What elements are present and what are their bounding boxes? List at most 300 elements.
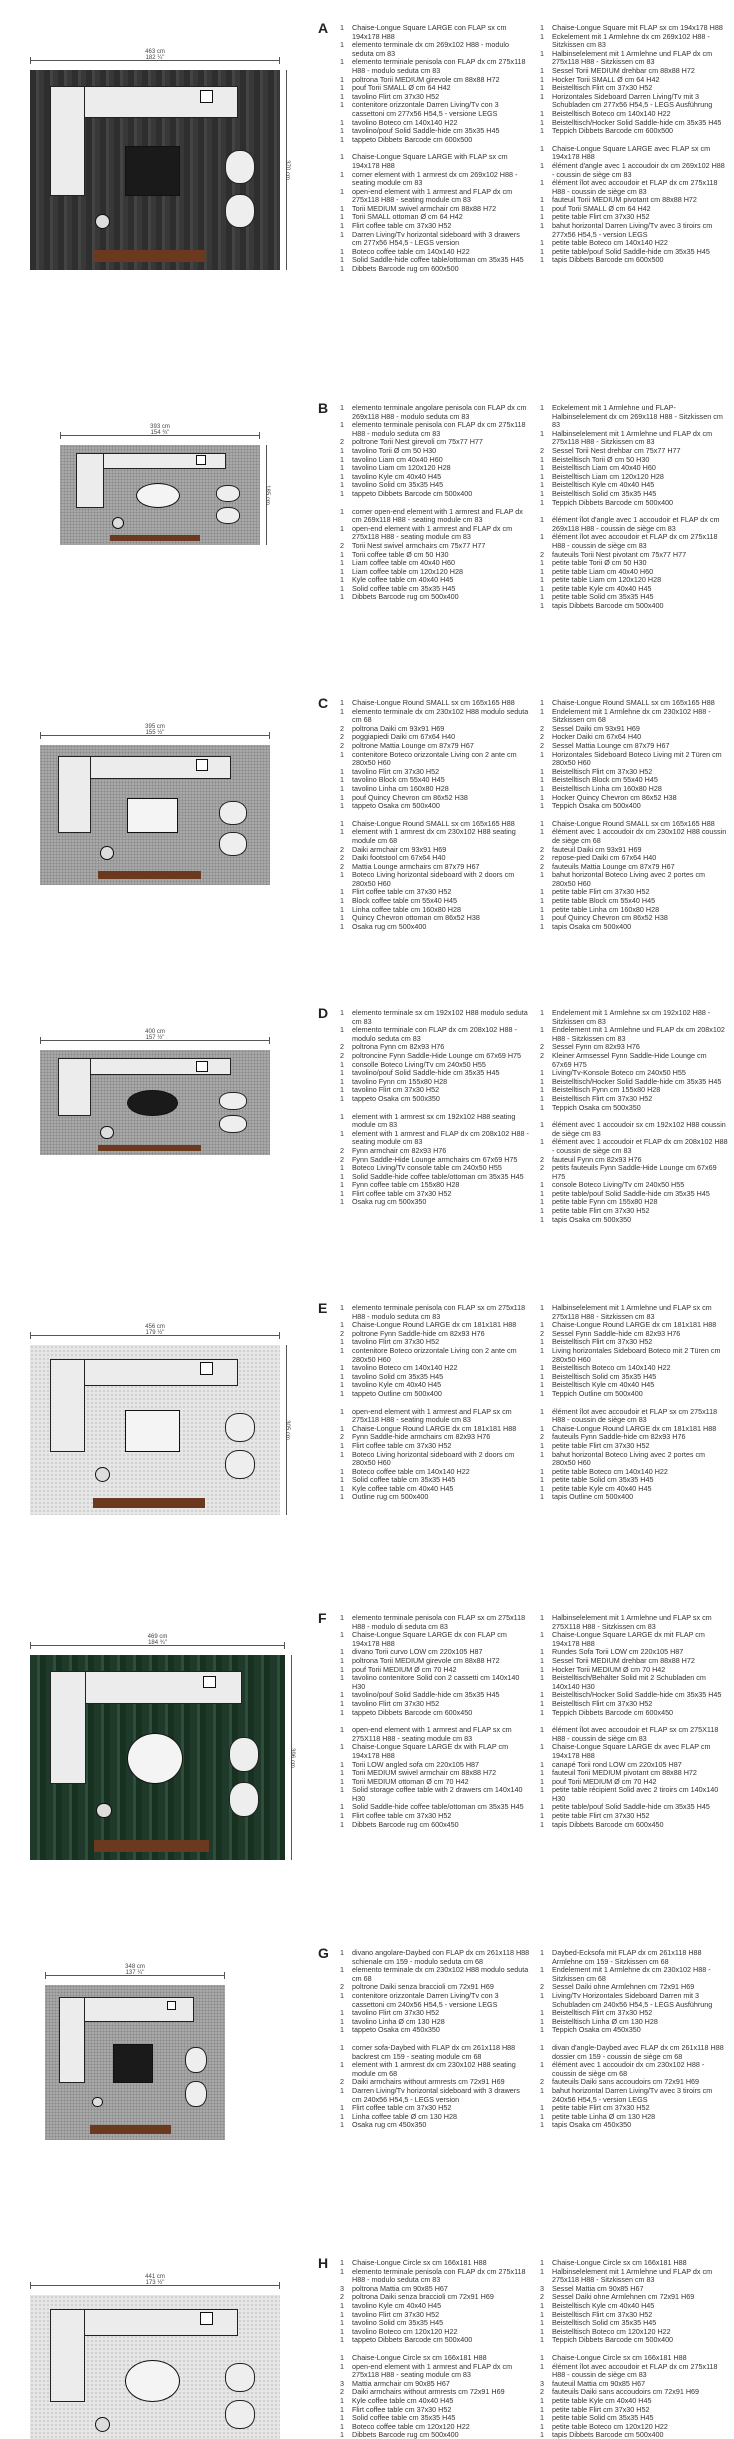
section-letter: F (318, 1610, 327, 1626)
item-description: petite table Solid cm 35x35 H45 (552, 2413, 654, 2423)
item-description: Osaka rug cm 500x350 (352, 1197, 427, 1207)
item-quantity: 1 (340, 1093, 344, 1103)
italian-english-column (340, 1614, 530, 1838)
side-table (112, 517, 124, 529)
item-description: Hocker Quincy Chevron cm 86x52 H38 (552, 792, 677, 802)
item-quantity: 1 (340, 1380, 344, 1390)
item-quantity: 1 (540, 1388, 544, 1398)
item-quantity: 1 (340, 1388, 344, 1398)
item-description: élément îlot avec accoudoir et FLAP dx cm 275x118 H88 - coussin de siège cm 83 (552, 532, 718, 550)
item-quantity: 1 (540, 2413, 544, 2423)
item-description: poltrone Daiki senza braccioli cm 72x91 H69 (352, 1982, 494, 1992)
item-quantity: 1 (340, 2042, 344, 2052)
item-quantity: 1 (540, 1475, 544, 1485)
item-quantity: 1 (540, 31, 544, 41)
item-description: console Boteco Living/Tv cm 240x50 H55 (552, 1180, 685, 1190)
item-quantity: 1 (340, 1759, 344, 1769)
item-quantity: 1 (340, 1475, 344, 1485)
item-quantity: 1 (540, 2430, 544, 2439)
item-description: bahut horizontal Darren Living/Tv avec 3 tiroirs cm 277x56 H54,5 - version LEGS (552, 221, 713, 239)
layout-section (0, 2255, 734, 2439)
item-description: Beistelltisch Torii Ø cm 50 H30 (552, 454, 650, 464)
item-description: Dibbets Barcode rug cm 500x400 (352, 2430, 459, 2439)
item-quantity: 1 (540, 2335, 544, 2345)
armchair (216, 485, 240, 502)
item-quantity: 1 (540, 1345, 544, 1355)
item-group (340, 1009, 530, 1104)
item-description: corner open-end element with 1 armrest and FLAP dx cm 269x118 H88 - seating module cm 83 (352, 506, 523, 525)
item-group (340, 699, 530, 811)
item-description: tavolino Solid cm 35x35 H45 (352, 480, 444, 490)
section-letter: C (318, 695, 329, 711)
item-description: Flirt coffee table cm 37x30 H52 (352, 2404, 452, 2414)
item-description: poltroncine Fynn Saddle-Hide Lounge cm 67x69 H75 (352, 1050, 522, 1060)
list-item (540, 1009, 728, 1026)
italian-english-column (340, 1304, 530, 1511)
item-quantity: 1 (340, 1197, 344, 1207)
item-description: petite table/pouf Solid Saddle-hide cm 35x35 H45 (552, 246, 710, 256)
item-quantity: 1 (340, 445, 344, 455)
depth-dimension (286, 70, 298, 270)
depth-dimension (266, 445, 278, 545)
item-quantity: 1 (540, 108, 544, 118)
item-description: Beistelltisch/Hocker Solid Saddle-hide cm 35x35 H45 (552, 1690, 722, 1700)
item-quantity: 1 (540, 126, 544, 136)
layout-section (0, 1945, 734, 2245)
item-quantity: 1 (540, 1180, 544, 1190)
item-quantity: 1 (340, 1630, 344, 1640)
list-item (540, 2044, 728, 2061)
item-quantity: 1 (540, 1785, 544, 1795)
item-description: tavolino Kyle cm 40x40 H45 (352, 471, 442, 481)
item-quantity: 1 (340, 2008, 344, 2018)
item-description: Chaise-Longue Round SMALL sx cm 165x165 H88 (352, 818, 515, 828)
width-inch: 155 ½" (145, 730, 165, 736)
item-quantity: 1 (340, 1990, 344, 2000)
item-description: Osaka rug cm 450x350 (352, 2120, 427, 2130)
sideboard (90, 2125, 171, 2134)
item-description: elemento terminale dx cm 230x102 H88 modulo seduta cm 68 (352, 706, 529, 725)
item-quantity: 1 (340, 1664, 344, 1674)
width-cm: 395 cm (145, 724, 165, 730)
item-quantity: 1 (340, 558, 344, 568)
item-description: élément îlot avec accoudoir et FLAP sx cm 275X118 H88 - coussin de siège cm 83 (552, 1725, 719, 1743)
item-description: divano angolare-Daybed con FLAP dx cm 261x118 H88 schienale cm 159 - modulo seduta cm 68 (352, 1948, 530, 1966)
list-item (540, 871, 728, 888)
item-quantity: 1 (540, 1085, 544, 1095)
item-description: Endelement mit 1 Armlehne sx cm 192x102 H88 - Sitzkissen cm 83 (552, 1008, 711, 1026)
item-description: Sessel Mattia Lounge cm 87x79 H67 (552, 740, 670, 750)
list-item (540, 2121, 728, 2130)
item-description: Torii MEDIUM swivel armchair cm 88x88 H72 (352, 1768, 497, 1778)
item-quantity: 2 (540, 723, 544, 733)
item-quantity: 1 (340, 1025, 344, 1035)
list-item (540, 1408, 728, 1425)
item-quantity: 1 (540, 583, 544, 593)
coffee-table (125, 2360, 180, 2403)
item-quantity: 1 (540, 471, 544, 481)
item-quantity: 1 (540, 515, 544, 525)
item-description: fauteuil Fynn cm 82x93 H76 (552, 1154, 642, 1164)
item-quantity: 2 (340, 1145, 344, 1155)
item-description: élément avec 1 accoudoir dx cm 230x102 H88 - coussin de siège cm 68 (552, 2060, 705, 2078)
item-quantity: 1 (340, 2421, 344, 2431)
width-label (45, 1964, 225, 1976)
item-description: tappeto Osaka cm 500x350 (352, 1093, 440, 1103)
item-quantity: 2 (340, 844, 344, 854)
item-quantity: 1 (540, 1990, 544, 2000)
item-description: Chaise-Longue Square LARGE dx con FLAP cm 194x178 H88 (352, 1630, 507, 1648)
item-description: Chaise-Longue Square LARGE with FLAP sx cm 194x178 H88 (352, 152, 508, 170)
item-quantity: 1 (540, 2361, 544, 2371)
item-quantity: 1 (540, 1768, 544, 1778)
item-description: Mattia Lounge armchairs cm 87x79 H67 (352, 861, 480, 871)
side-table (167, 2001, 176, 2010)
item-quantity: 1 (540, 2318, 544, 2328)
item-description: Teppich Osaka cm 500x350 (552, 1102, 641, 1112)
item-quantity: 1 (540, 2042, 544, 2052)
item-group (540, 516, 728, 611)
item-description: fauteuils Torii Nest pivotant cm 75x77 H77 (552, 549, 687, 559)
item-quantity: 1 (340, 1655, 344, 1665)
item-quantity: 1 (340, 1111, 344, 1121)
item-quantity: 1 (540, 143, 544, 153)
item-quantity: 2 (540, 1163, 544, 1173)
item-description: fauteuil Torii MEDIUM pivotant cm 88x88 H72 (552, 1768, 697, 1778)
item-description: open-end element with 1 armrest and FLAP dx cm 275x118 H88 - seating module cm 83 (352, 2361, 513, 2380)
list-item (540, 1966, 728, 1983)
item-quantity: 1 (540, 203, 544, 213)
item-description: elemento terminale dx cm 269x102 H88 - modulo seduta cm 83 (352, 40, 510, 58)
item-description: poltrone Torii Nest girevoli cm 75x77 H77 (352, 437, 483, 447)
item-quantity: 1 (540, 1214, 544, 1224)
item-quantity: 1 (340, 169, 344, 179)
list-item (540, 1390, 728, 1399)
item-description: Mattia armchair cm 90x85 H67 (352, 2378, 450, 2388)
sideboard (98, 1145, 202, 1151)
list-item (540, 1138, 728, 1155)
list-item (340, 136, 530, 145)
side-table (95, 214, 110, 229)
item-description: elemento terminale con FLAP dx cm 208x102 H88 - modulo seduta cm 83 (352, 1025, 517, 1043)
item-quantity: 1 (540, 2326, 544, 2336)
depth-dimension (291, 1655, 303, 1860)
item-description: elemento terminale penisola con FLAP dx cm 275x118 H88 - modulo seduta cm 83 (352, 2266, 526, 2285)
list-item (540, 516, 728, 533)
side-table (200, 2312, 213, 2325)
item-quantity: 1 (540, 74, 544, 84)
item-group (540, 404, 728, 507)
item-description: Beistelltisch Flirt cm 37x30 H52 (552, 2309, 653, 2319)
item-quantity: 2 (540, 861, 544, 871)
item-description: pouf Quincy Chevron cm 86x52 H38 (552, 913, 668, 923)
coffee-table (125, 1410, 180, 1453)
item-description: élément îlot avec accoudoir et FLAP dx cm 275x118 H88 - coussin de siège cm 83 (552, 178, 718, 196)
item-quantity: 2 (540, 1042, 544, 1052)
item-description: petite table Kyle cm 40x40 H45 (552, 583, 652, 593)
list-item (340, 490, 530, 499)
section-letter: D (318, 1005, 329, 1021)
item-description: Chaise-Longue Square LARGE dx mit FLAP cm 194x178 H88 (552, 1630, 705, 1648)
chaise-longue (58, 1058, 90, 1116)
item-description: elemento terminale sx cm 192x102 H88 modulo seduta cm 83 (352, 1008, 528, 1026)
list-item (340, 2044, 530, 2061)
layout-section (0, 1610, 734, 1910)
list-item (540, 923, 728, 932)
item-description: Endelement mit 1 Armlehne dx cm 230x102 H88 - Sitzkissen cm 68 (552, 1965, 711, 1983)
item-quantity: 1 (540, 896, 544, 906)
item-quantity: 1 (540, 921, 544, 931)
list-item (340, 708, 530, 725)
item-quantity: 1 (540, 2352, 544, 2362)
list-item (340, 153, 530, 170)
item-description: Teppich Osaka cm 500x400 (552, 801, 641, 811)
item-quantity: 1 (540, 212, 544, 222)
layout-section (0, 1300, 734, 1600)
armchair (225, 2400, 255, 2429)
item-quantity: 2 (340, 1982, 344, 1992)
item-quantity: 1 (340, 255, 344, 265)
item-quantity: 1 (540, 1965, 544, 1975)
item-quantity: 2 (340, 2387, 344, 2397)
item-quantity: 2 (540, 1982, 544, 1992)
german-french-column (540, 1614, 728, 1838)
item-quantity: 1 (540, 2395, 544, 2405)
section-letter: H (318, 2255, 329, 2271)
item-description: élément d'angle avec 1 accoudoir dx cm 269x102 H88 - coussin de siège cm 83 (552, 160, 725, 179)
item-description: petite table Flirt cm 37x30 H52 (552, 1206, 650, 1216)
item-quantity: 1 (540, 2300, 544, 2310)
item-quantity: 1 (340, 1337, 344, 1347)
item-quantity: 2 (540, 1432, 544, 1442)
item-quantity: 1 (540, 2085, 544, 2095)
list-item (540, 602, 728, 611)
armchair (225, 2363, 255, 2392)
list-item (340, 525, 530, 542)
item-description: elemento terminale penisola con FLAP sx cm 275x118 H88 - modulo seduta cm 83 (352, 1303, 526, 1321)
item-quantity: 1 (340, 1483, 344, 1493)
item-description: elemento terminale angolare penisola con FLAP dx cm 269x118 H88 - modulo seduta cm 83 (352, 403, 527, 421)
item-description: Torii LOW angled sofa cm 220x105 H87 (352, 1759, 480, 1769)
list-item (540, 1786, 728, 1803)
item-quantity: 1 (540, 1449, 544, 1459)
item-quantity: 1 (340, 2025, 344, 2035)
item-group (540, 1121, 728, 1224)
item-description: petite table Torii Ø cm 50 H30 (552, 558, 647, 568)
item-quantity: 1 (540, 2016, 544, 2026)
item-quantity: 2 (340, 1328, 344, 1338)
item-description: tavolino Solid cm 35x35 H45 (352, 1371, 444, 1381)
item-description: tavolino Flirt cm 37x30 H52 (352, 766, 440, 776)
item-description: Kyle coffee table cm 40x40 H45 (352, 1483, 454, 1493)
item-quantity: 1 (540, 1647, 544, 1657)
item-quantity: 1 (540, 1698, 544, 1708)
item-description: Osaka rug cm 500x400 (352, 921, 427, 931)
armchair (225, 150, 255, 184)
item-description: Sessel Daiki cm 93x91 H69 (552, 723, 640, 733)
list-item (340, 2026, 530, 2035)
item-group (340, 404, 530, 499)
item-quantity: 1 (340, 2413, 344, 2423)
floor-plan (30, 1345, 280, 1515)
list-item (340, 24, 530, 41)
item-quantity: 1 (540, 904, 544, 914)
list-item (540, 1347, 728, 1364)
item-description: Boteco coffee table cm 120x120 H22 (352, 2421, 470, 2431)
list-item (540, 1614, 728, 1631)
item-quantity: 1 (340, 229, 344, 239)
item-description: Daiki footstool cm 67x64 H40 (352, 853, 446, 863)
item-description: Sessel Fynn cm 82x93 H76 (552, 1042, 640, 1052)
item-description: canapé Torii rond LOW cm 220x105 H87 (552, 1759, 682, 1769)
width-label (30, 49, 280, 61)
list-item (340, 1726, 530, 1743)
item-description: Solid storage coffee table with 2 drawers cm 140x140 H30 (352, 1785, 523, 1803)
item-description: Sessel Torii MEDIUM drehbar cm 88x88 H72 (552, 65, 695, 75)
item-description: Chaise-Longue Round LARGE dx cm 181x181 H88 (552, 1423, 717, 1433)
item-description: tapis Outline cm 500x400 (552, 1492, 634, 1502)
depth-dimension (286, 1345, 298, 1515)
item-quantity: 1 (340, 566, 344, 576)
item-description: fauteuils Daiki sans accoudoirs cm 72x91 H69 (552, 2077, 700, 2087)
item-description: Chaise-Longue Circle sx cm 166x181 H88 (552, 2352, 687, 2362)
list-item (340, 1821, 530, 1830)
item-description: petite table Kyle cm 40x40 H45 (552, 1483, 652, 1493)
item-group (340, 820, 530, 932)
list-item (340, 1451, 530, 1468)
item-description: fauteuil Mattia cm 90x85 H67 (552, 2378, 646, 2388)
item-quantity: 1 (340, 2258, 344, 2267)
floor-plan (40, 1050, 270, 1155)
item-description: Linha coffee table cm 160x80 H28 (352, 904, 461, 914)
item-quantity: 2 (340, 740, 344, 750)
item-quantity: 2 (540, 844, 544, 854)
german-french-column (540, 24, 728, 274)
item-quantity: 1 (340, 592, 344, 602)
item-quantity: 1 (340, 913, 344, 923)
item-quantity: 1 (340, 583, 344, 593)
item-quantity: 3 (340, 2378, 344, 2388)
item-quantity: 1 (340, 2111, 344, 2121)
item-quantity: 1 (540, 870, 544, 880)
list-item (340, 265, 530, 274)
list-item (340, 1408, 530, 1425)
depth-label: 396 cm (289, 1747, 295, 1768)
item-quantity: 1 (340, 186, 344, 196)
list-item (540, 1216, 728, 1225)
item-description: Beistelltisch Liam cm 120x120 H28 (552, 471, 664, 481)
item-description: Boteco coffee table cm 140x140 H22 (352, 1466, 470, 1476)
item-description: Solid Saddle-hide coffee table/ottoman cm 35x35 H45 (352, 255, 524, 265)
item-description: Halbinselelement mit 1 Armlehne und FLAP sx cm 275X118 H88 - Sitzkissen cm 83 (552, 1613, 712, 1631)
armchair (219, 1092, 247, 1110)
item-description: Torii SMALL ottoman Ø cm 64 H42 (352, 212, 463, 222)
item-description: tavolino Flirt cm 37x30 H52 (352, 2309, 440, 2319)
item-description: divano Torii curvo LOW cm 220x105 H87 (352, 1647, 483, 1657)
item-quantity: 1 (540, 2266, 544, 2276)
list-item (540, 2268, 728, 2285)
item-description: Sessel Torii Nest drehbar cm 75x77 H77 (552, 445, 681, 455)
list-item (340, 1009, 530, 1026)
armchair (225, 1413, 255, 1442)
item-description: Chaise-Longue Round LARGE dx cm 181x181 H88 (552, 1320, 717, 1330)
item-description: tappeto Osaka cm 450x350 (352, 2025, 440, 2035)
section-letter: G (318, 1945, 329, 1961)
list-item (540, 1726, 728, 1743)
item-quantity: 1 (340, 2318, 344, 2328)
item-quantity: 2 (340, 1432, 344, 1442)
item-quantity: 1 (540, 454, 544, 464)
item-quantity: 1 (340, 904, 344, 914)
item-description: repose-pied Daiki cm 67x64 H40 (552, 853, 657, 863)
list-item (340, 1390, 530, 1399)
width-inch: 154 ¾" (150, 430, 170, 436)
item-quantity: 2 (340, 723, 344, 733)
item-description: Horizontales Sideboard Darren Living/Tv mit 3 Schubladen cm 277x56 H54,5 - LEGS Ausführung (552, 91, 713, 110)
item-quantity: 1 (340, 887, 344, 897)
item-quantity: 1 (340, 2430, 344, 2439)
item-quantity: 1 (340, 2335, 344, 2345)
list-item (540, 1164, 728, 1181)
width-cm: 456 cm (145, 1324, 165, 1330)
item-quantity: 1 (540, 592, 544, 602)
item-quantity: 1 (540, 221, 544, 231)
item-description: poltrona Daiki cm 93x91 H69 (352, 723, 445, 733)
item-description: tappeto Dibbets Barcode cm 600x450 (352, 1707, 473, 1717)
item-quantity: 1 (540, 2060, 544, 2070)
item-description: Beistelltisch Boteco cm 140x140 H22 (552, 1363, 671, 1373)
list-item (340, 404, 530, 421)
item-description: Flirt coffee table cm 37x30 H52 (352, 887, 452, 897)
item-description: Halbinselelement mit 1 Armlehne und FLAP dx cm 275x118 H88 - Sitzkissen cm 83 (552, 48, 713, 67)
side-table (92, 2097, 103, 2108)
chaise-longue (50, 2309, 85, 2403)
italian-english-column (340, 24, 530, 283)
item-quantity: 2 (540, 853, 544, 863)
chaise-longue (50, 1671, 86, 1784)
item-description: poltrone Fynn Saddle-hide cm 82x93 H76 (352, 1328, 485, 1338)
side-table (100, 846, 114, 860)
item-description: elemento terminale dx cm 230x102 H88 modulo seduta cm 68 (352, 1965, 529, 1983)
item-description: Outline rug cm 500x400 (352, 1492, 429, 1502)
list-item (540, 1121, 728, 1138)
item-description: élément îlot d'angle avec 1 accoudoir et FLAP dx cm 269x118 H88 - coussin de siège cm 83 (552, 515, 720, 533)
item-quantity: 1 (340, 766, 344, 776)
item-description: petite table Flirt cm 37x30 H52 (552, 1811, 650, 1821)
item-description: tapis Osaka cm 500x350 (552, 1214, 632, 1224)
list-item (540, 1026, 728, 1043)
list-item (340, 871, 530, 888)
list-item (540, 1992, 728, 2009)
item-description: corner sofa-Daybed with FLAP dx cm 261x118 H88 backrest cm 159 - seating module cm 68 (352, 2042, 516, 2061)
item-description: Living/Tv-Konsole Boteco cm 240x50 H55 (552, 1068, 686, 1078)
list-item (340, 41, 530, 58)
armchair (225, 1450, 255, 1479)
item-group (340, 24, 530, 144)
list-item (340, 1130, 530, 1147)
item-description: Boteco Living horizontal sideboard with 2 doors cm 280x50 H60 (352, 1449, 515, 1468)
coffee-table (136, 483, 180, 508)
item-quantity: 1 (540, 698, 544, 707)
item-description: tavolino Block cm 55x40 H45 (352, 775, 445, 785)
item-description: Teppich Dibbets Barcode cm 500x400 (552, 497, 674, 507)
item-description: tappeto Outline cm 500x400 (352, 1388, 442, 1398)
item-quantity: 1 (340, 1068, 344, 1078)
list-item (340, 1493, 530, 1502)
item-description: tavolino/pouf Solid Saddle-hide cm 35x35 H45 (352, 1690, 500, 1700)
item-description: bahut horizontal Boteco Living avec 2 portes cm 280x50 H60 (552, 870, 706, 888)
item-description: Hocker Torii SMALL Ø cm 64 H42 (552, 74, 660, 84)
